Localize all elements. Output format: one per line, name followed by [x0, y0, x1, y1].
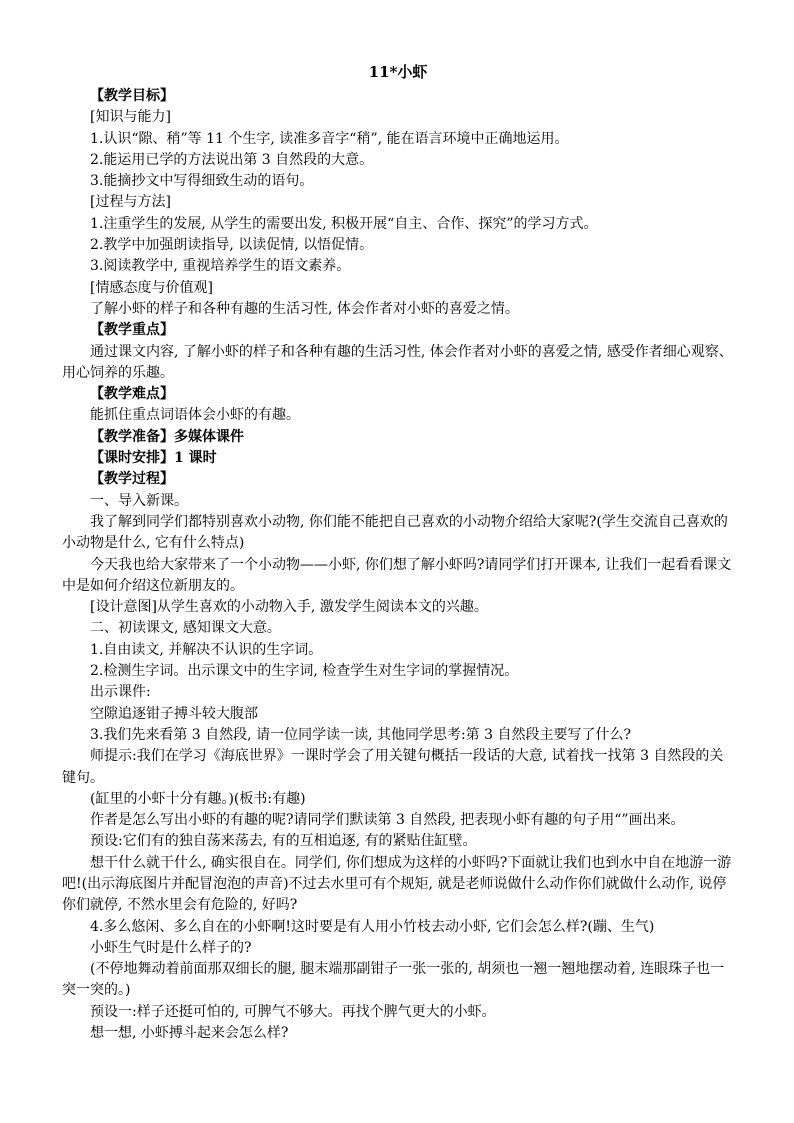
paragraph-line: 作者是怎么写出小虾的有趣的呢?请同学们默读第 3 自然段, 把表现小虾有趣的句子用“”画出来。: [90, 812, 685, 829]
paragraph-line: 空隙追逐钳子搏斗较大腹部: [90, 705, 258, 722]
paragraph-line: 3.能摘抄文中写得细致生动的语句。: [90, 173, 314, 190]
section-heading: 【教学重点】: [90, 322, 174, 339]
document-page: [62, 62, 734, 1044]
section-heading: 【教学难点】: [90, 386, 174, 403]
paragraph-line: [情感态度与价值观]: [90, 279, 213, 296]
paragraph-line: [知识与能力]: [90, 109, 171, 126]
paragraph-line: 想干什么就干什么, 确实很自在。同学们, 你们想成为这样的小虾吗?下面就让我们也到水中自在地游一游吧!(出示海底图片并配冒泡泡的声音)不过去水里可有个规矩, 就是老师说做什么动作你们就做什么动作, 说停你们就停, 不然水里会有危险的, 好吗?: [62, 854, 732, 914]
paragraph-line: 师提示:我们在学习《海底世界》一课时学会了用关键句概括一段话的大意, 试着找一找第 3 自然段的关键句。: [62, 748, 724, 786]
document-body: [62, 86, 734, 1044]
paragraph-line: 4.多么悠闲、多么自在的小虾啊!这时要是有人用小竹枝去动小虾, 它们会怎么样?(蹦、生气): [90, 918, 655, 935]
paragraph-line: 2.教学中加强朗读指导, 以读促情, 以悟促情。: [90, 237, 374, 254]
paragraph-line: (缸里的小虾十分有趣。)(板书:有趣): [90, 790, 306, 807]
paragraph-line: 一、导入新课。: [90, 492, 188, 509]
paragraph-line: 1.自由读文, 并解决不认识的生字词。: [90, 641, 323, 658]
paragraph-line: 小虾生气时是什么样子的?: [90, 939, 252, 956]
section-heading: 【教学准备】多媒体课件: [90, 428, 244, 445]
paragraph-line: [设计意图]从学生喜欢的小动物入手, 激发学生阅读本文的兴趣。: [90, 599, 488, 616]
paragraph-line: 了解小虾的样子和各种有趣的生活习性, 体会作者对小虾的喜爱之情。: [90, 300, 519, 317]
paragraph-line: 1.认识“隙、稍”等 11 个生字, 读准多音字“稍”, 能在语言环境中正确地运用。: [90, 130, 569, 147]
paragraph-line: 2.检测生字词。出示课文中的生字词, 检查学生对生字词的掌握情况。: [90, 663, 519, 680]
paragraph-line: 1.注重学生的发展, 从学生的需要出发, 积极开展“自主、合作、探究”的学习方式。: [90, 215, 598, 232]
paragraph-line: 预设一:样子还挺可怕的, 可脾气不够大。再找个脾气更大的小虾。: [90, 1003, 496, 1020]
paragraph-line: 二、初读课文, 感知课文大意。: [90, 620, 281, 637]
paragraph-line: 2.能运用已学的方法说出第 3 自然段的大意。: [90, 151, 374, 168]
paragraph-line: 能抓住重点词语体会小虾的有趣。: [90, 407, 300, 424]
paragraph-line: [过程与方法]: [90, 194, 171, 211]
paragraph-line: 3.我们先来看第 3 自然段, 请一位同学读一读, 其他同学思考:第 3 自然段主要写了什么?: [90, 726, 631, 743]
paragraph-line: 出示课件:: [90, 684, 151, 701]
paragraph-line: 3.阅读教学中, 重视培养学生的语文素养。: [90, 258, 351, 275]
paragraph-line: 今天我也给大家带来了一个小动物——小虾, 你们想了解小虾吗?请同学们打开课本, 让我们一起看看课文中是如何介绍这位新朋友的。: [62, 556, 732, 594]
section-heading: 【课时安排】1 课时: [90, 450, 217, 467]
paragraph-line: 预设:它们有的独自荡来荡去, 有的互相追逐, 有的紧贴住缸壁。: [90, 833, 477, 850]
section-heading: 【教学目标】: [90, 88, 174, 104]
section-heading: 【教学过程】: [90, 471, 174, 488]
paragraph-line: 想一想, 小虾搏斗起来会怎么样?: [90, 1025, 289, 1042]
paragraph-line: 通过课文内容, 了解小虾的样子和各种有趣的生活习性, 体会作者对小虾的喜爱之情, 感受作者细心观察、用心饲养的乐趣。: [62, 343, 733, 381]
document-title: 11*小虾: [368, 63, 428, 81]
paragraph-line: 我了解到同学们都特别喜欢小动物, 你们能不能把自己喜欢的小动物介绍给大家呢?(学生交流自己喜欢的小动物是什么, 它有什么特点): [62, 513, 728, 552]
paragraph-line: (不停地舞动着前面那双细长的腿, 腿末端那副钳子一张一张的, 胡须也一翘一翘地摆动着, 连眼珠子也一突一突的。): [62, 961, 725, 999]
